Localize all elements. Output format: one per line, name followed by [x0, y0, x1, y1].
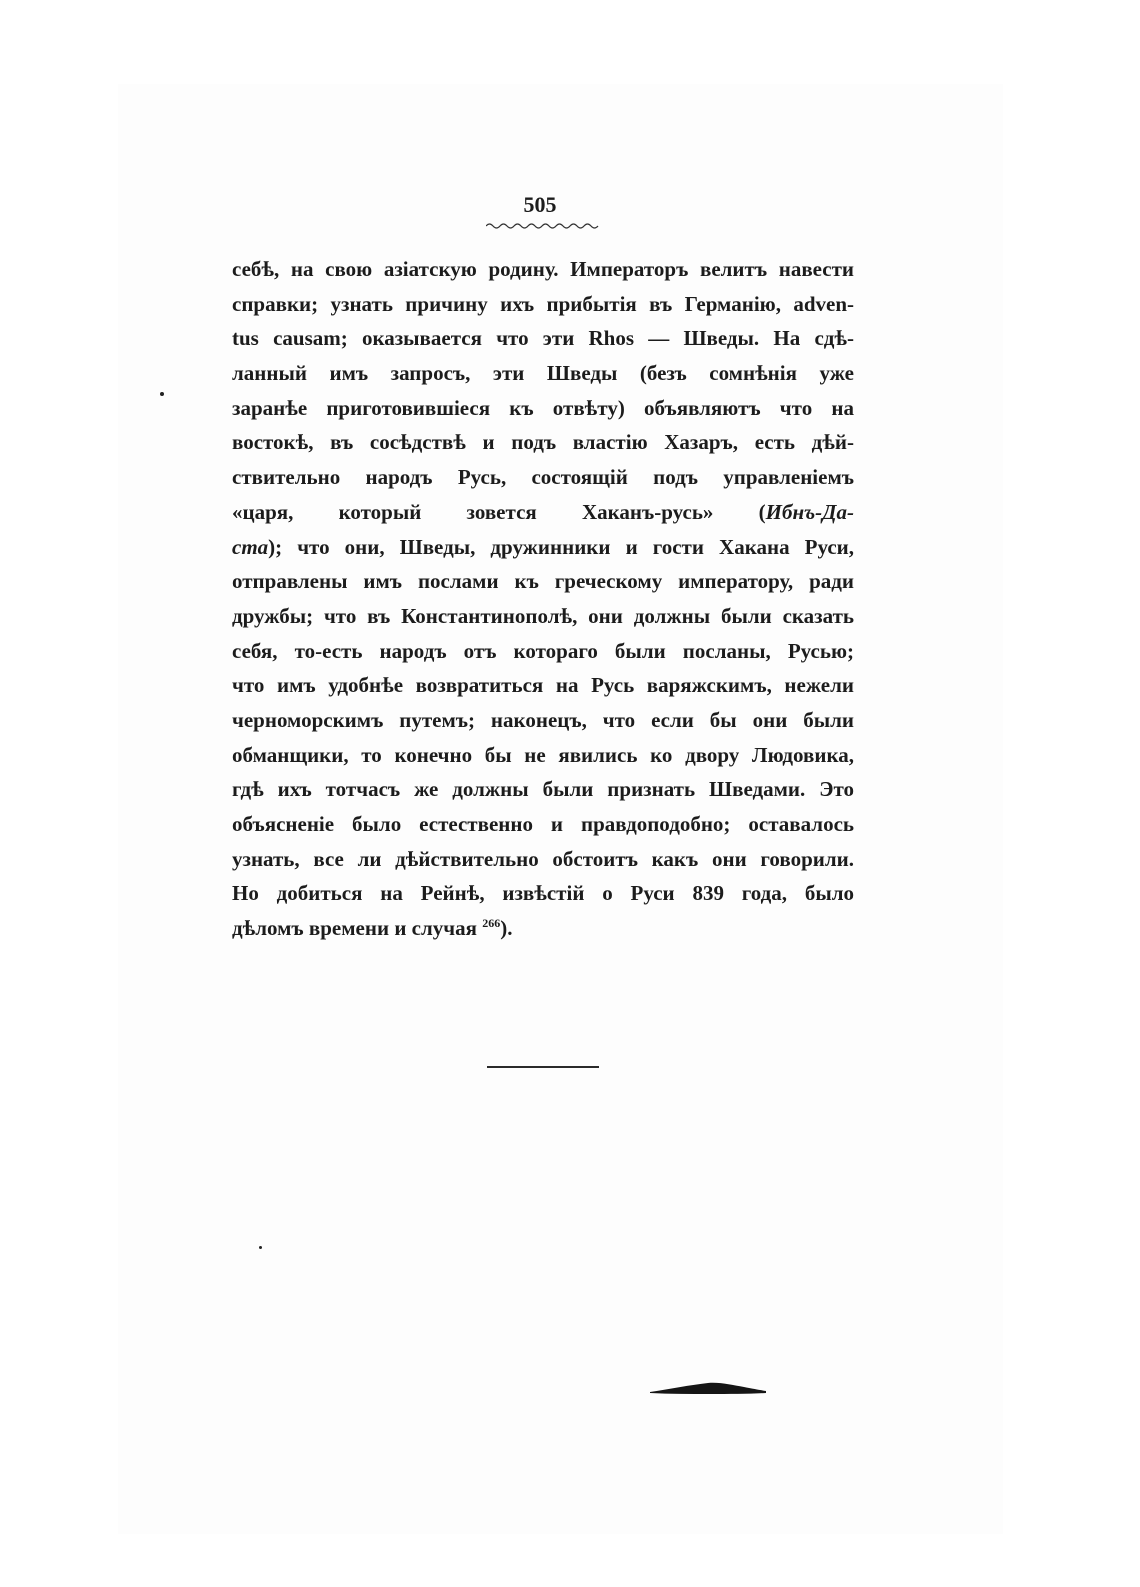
- tailpiece-ornament-icon: [650, 1380, 766, 1396]
- text-line-3: tus causam; оказывается что эти Rhos — Шведы. На сдѣ-: [232, 326, 854, 351]
- text-line-12: себя, то-есть народъ отъ котораго были посланы, Русью;: [232, 638, 854, 663]
- text-line-19: Но добиться на Рейнѣ, извѣстій о Руси 839 года, было: [232, 881, 854, 906]
- text-line-9-italic: ста: [232, 534, 269, 559]
- text-line-14: черноморскимъ путемъ; наконецъ, что если бы они были: [232, 707, 854, 732]
- text-line-17: объясненіе было естественно и правдоподобно; оставалось: [232, 812, 854, 836]
- section-end-rule: [487, 1066, 599, 1068]
- text-line-4: ланный имъ запросъ, эти Шведы (безъ сомнѣнія уже: [232, 361, 854, 386]
- text-line-5: заранѣе приготовившіеся къ отвѣту) объявляютъ что на: [232, 395, 854, 420]
- text-line-13: что имъ удобнѣе возвратиться на Русь варяжскимъ, нежели: [232, 673, 854, 698]
- text-line-9-rest: ); что они, Шведы, дружинники и гости Хакана Руси,: [268, 534, 854, 559]
- text-line-2: справки; узнать причину ихъ прибытія въ Германію, adven-: [232, 291, 854, 316]
- text-line-1: себѣ, на свою азіатскую родину. Императоръ велитъ навести: [232, 257, 854, 281]
- page-number: 505: [523, 192, 557, 217]
- text-line-8: [232, 495, 854, 530]
- text-line-15: обманщики, то конечно бы не явились ко двору Людовика,: [232, 742, 854, 767]
- text-line-20-closing: ).: [500, 916, 513, 941]
- text-line-20-text: дѣломъ времени и случая: [232, 916, 483, 941]
- text-line-11: дружбы; что въ Константинополѣ, они должны были сказать: [232, 603, 854, 628]
- text-line-18: узнать, все ли дѣйствительно обстоитъ какъ они говорили.: [232, 846, 854, 871]
- text-line-8-start: «царя, который зовется Хаканъ-русь» (: [232, 499, 766, 524]
- text-line-10: отправлены имъ послами къ греческому императору, ради: [232, 569, 854, 594]
- text-line-6: востокѣ, въ сосѣдствѣ и подъ властію Хазаръ, есть дѣй-: [232, 430, 854, 455]
- footnote-reference: 266: [482, 916, 501, 931]
- scan-speck: [259, 1246, 262, 1249]
- text-line-20: [232, 911, 854, 946]
- text-line-16: гдѣ ихъ тотчасъ же должны были признать Шведами. Это: [232, 777, 854, 802]
- scan-speck: [160, 392, 164, 396]
- text-line-9: [232, 530, 854, 565]
- wavy-rule-decoration: [486, 222, 600, 230]
- text-line-7: ствительно народъ Русь, состоящій подъ управленіемъ: [232, 465, 854, 490]
- body-text: [232, 252, 854, 946]
- text-line-8-italic: Ибнъ-Да-: [765, 499, 854, 524]
